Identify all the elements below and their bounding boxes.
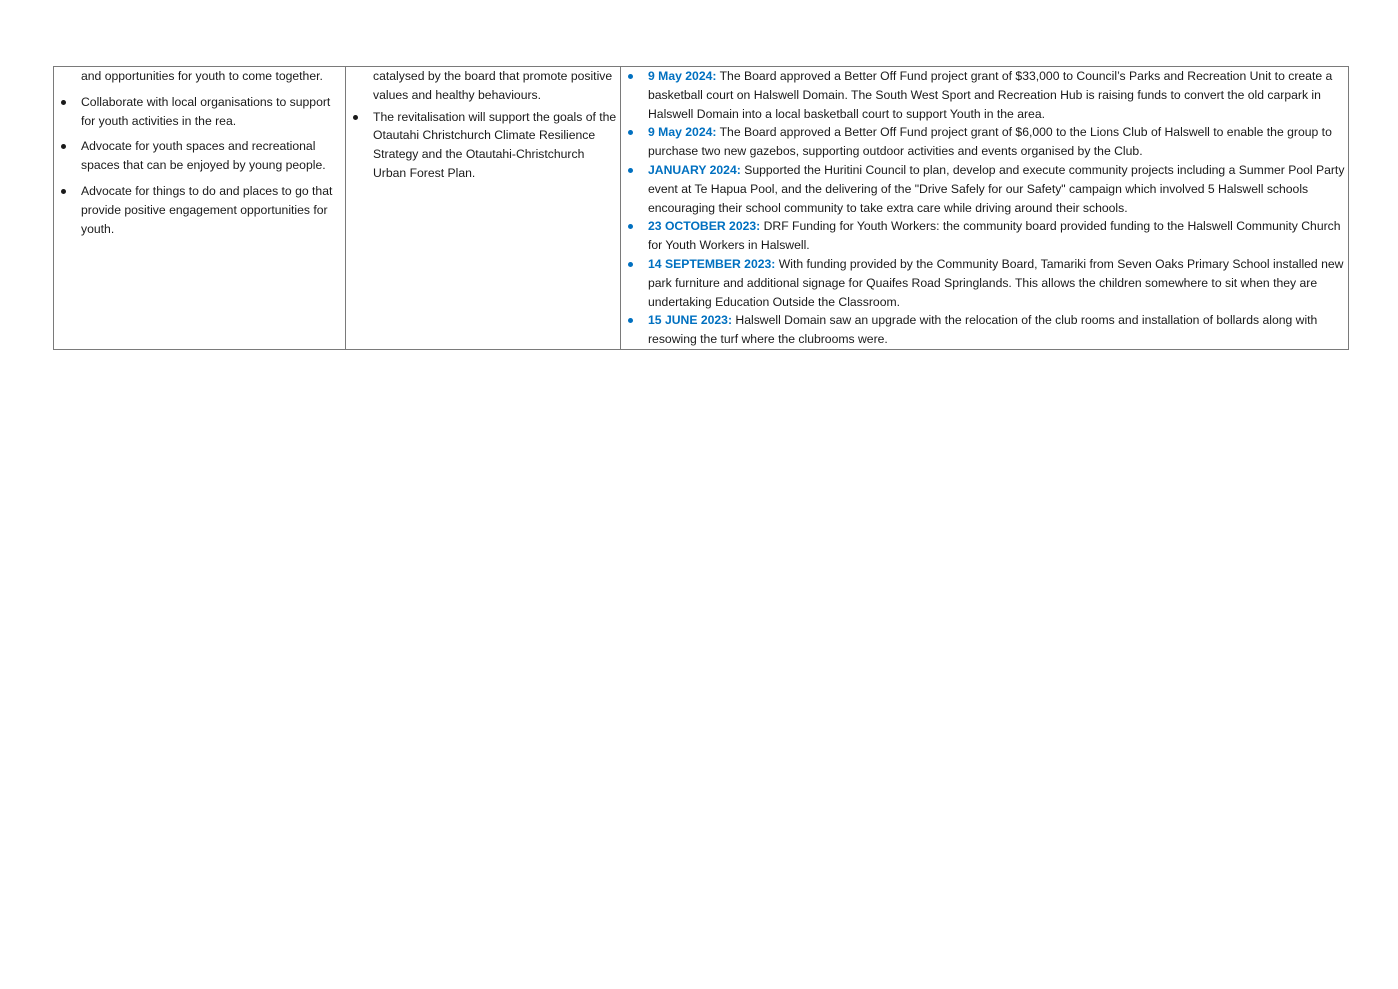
entry-text: Halswell Domain saw an upgrade with the relocation of the club rooms and installation of bollards along with resowing the turf where the clubrooms were.	[648, 313, 1318, 347]
entry-text: DRF Funding for Youth Workers: the community board provided funding to the Halswell Community Church for Youth Workers in Halswell.	[648, 219, 1341, 253]
list-item	[621, 217, 1348, 255]
list-item	[621, 123, 1348, 161]
list-item	[54, 182, 345, 238]
entry-date: JANUARY 2024:	[648, 162, 741, 177]
bullet-icon	[353, 115, 358, 120]
bullet-icon	[61, 144, 66, 149]
entry-text: The Board approved a Better Off Fund project grant of $6,000 to the Lions Club of Halswell to enable the group to purchase two new gazebos, supporting outdoor activities and events organised by the Club.	[648, 125, 1332, 159]
entry-text: The Board approved a Better Off Fund project grant of $33,000 to Council’s Parks and Recreation Unit to create a basketball court on Halswell Domain. The South West Sport and Recreation Hub is raising funds to convert the old carpark in Halswell Domain into a local basketball court to support Youth in the area.	[648, 69, 1333, 121]
list-item-text: Advocate for things to do and places to go that provide positive engagement opportunities for youth.	[81, 183, 333, 236]
objectives-list	[54, 67, 345, 238]
entry-text: Supported the Huritini Council to plan, develop and execute community projects including a Summer Pool Party event at Te Hapua Pool, and the delivering of the "Drive Safely for our Safety" campaign which involved 5 Halswell schools encouraging their school community to take extra care while driving around their schools.	[648, 162, 1345, 215]
entry-date: 23 OCTOBER 2023:	[648, 219, 761, 234]
list-item-continued	[346, 67, 620, 105]
outcomes-column	[346, 67, 621, 350]
bullet-icon	[628, 262, 633, 267]
outcomes-list	[346, 67, 620, 183]
continued-text: catalysed by the board that promote positive values and healthy behaviours.	[373, 69, 613, 102]
achievements-column	[621, 67, 1349, 350]
list-item-text: Advocate for youth spaces and recreational spaces that can be enjoyed by young people.	[81, 139, 326, 173]
continuation-table	[53, 66, 1349, 350]
bullet-icon	[628, 74, 633, 79]
continued-text: and opportunities for youth to come together.	[81, 69, 323, 83]
objectives-column	[54, 67, 346, 350]
list-item	[54, 137, 345, 175]
list-item	[54, 93, 345, 131]
list-item-continued	[54, 67, 345, 86]
bullet-icon	[628, 168, 633, 173]
entry-date: 14 SEPTEMBER 2023:	[648, 256, 776, 271]
bullet-icon	[628, 130, 633, 135]
bullet-icon	[61, 189, 66, 194]
list-item-text: The revitalisation will support the goals of the Otautahi Christchurch Climate Resilience Strategy and the Otautahi-Christchurch Urban Forest Plan.	[373, 109, 617, 180]
list-item	[621, 255, 1348, 311]
list-item	[621, 311, 1348, 349]
entry-date: 15 JUNE 2023:	[648, 313, 733, 328]
list-item	[346, 108, 620, 183]
bullet-icon	[628, 318, 633, 323]
table-row	[54, 67, 1349, 350]
bullet-icon	[628, 224, 633, 229]
achievements-list	[621, 67, 1348, 349]
entry-date: 9 May 2024:	[648, 125, 717, 140]
entry-date: 9 May 2024:	[648, 69, 717, 83]
list-item	[621, 67, 1348, 123]
bullet-icon	[61, 100, 66, 105]
entry-text: With funding provided by the Community Board, Tamariki from Seven Oaks Primary School installed new park furniture and additional signage for Quaifes Road Springlands. This allows the children somewhere to sit when they are undertaking Education Outside the Classroom.	[648, 256, 1344, 309]
list-item-text: Collaborate with local organisations to support for youth activities in the rea.	[81, 94, 331, 128]
list-item	[621, 161, 1348, 217]
